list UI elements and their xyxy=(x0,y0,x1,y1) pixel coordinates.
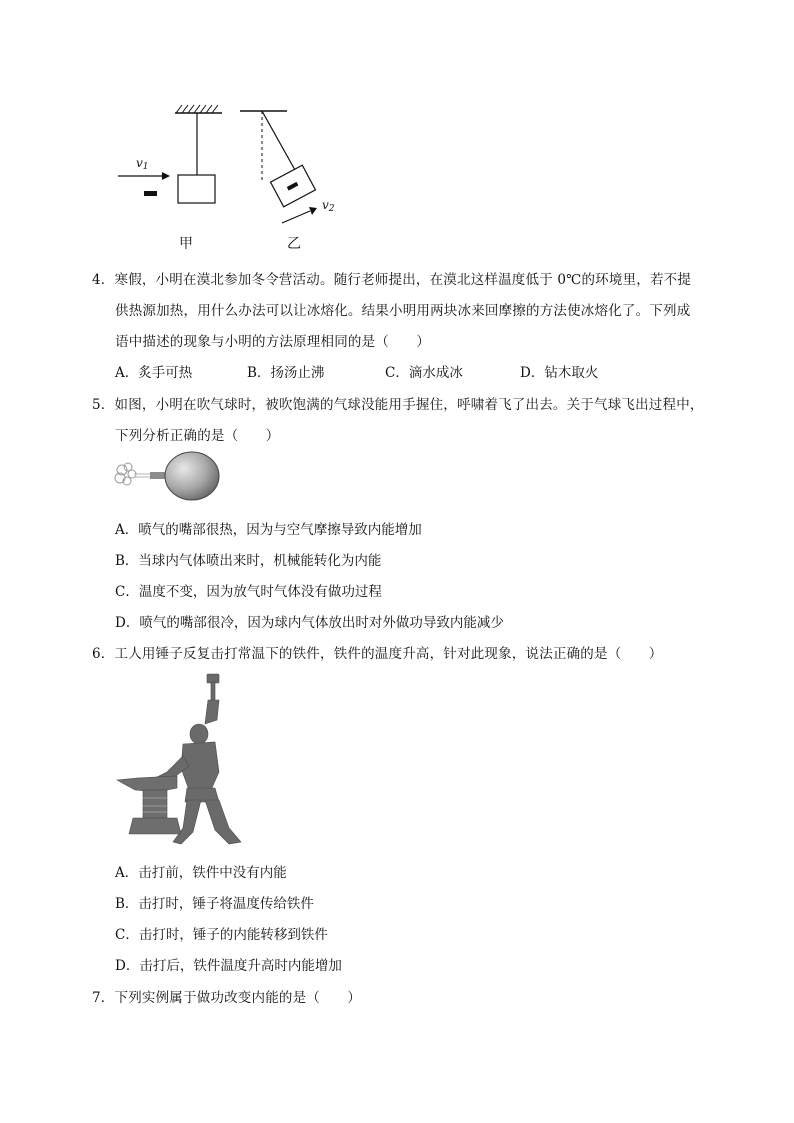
air-puff-icon xyxy=(115,463,136,485)
q4-line2: 供热源加热，用什么办法可以让冰熔化。结果小明用两块冰来回摩擦的方法使冰熔化了。下列成 xyxy=(115,303,691,319)
v1-label: $v_1$ xyxy=(136,156,149,172)
q5-option-b[interactable]: B．当球内气体喷出来时，机械能转化为内能 xyxy=(115,553,382,569)
q5-number: 5． xyxy=(92,397,115,413)
q4-option-b[interactable]: B．扬汤止沸 xyxy=(247,365,325,381)
q5-line2: 下列分析正确的是（ ） xyxy=(115,428,280,444)
q5-option-c[interactable]: C．温度不变，因为放气时气体没有做功过程 xyxy=(115,584,382,600)
balloon-body xyxy=(165,452,219,500)
v2-arrow xyxy=(282,211,310,223)
anvil-icon xyxy=(117,776,181,834)
q6-option-a[interactable]: A．击打前，铁件中没有内能 xyxy=(115,865,287,881)
q4-line3: 语中描述的现象与小明的方法原理相同的是（ ） xyxy=(115,334,431,350)
blacksmith-figure xyxy=(115,672,255,852)
figure-label-yi: 乙 xyxy=(287,236,301,252)
q6-option-b[interactable]: B．击打时，锤子将温度传给铁件 xyxy=(115,896,314,912)
q6-option-d[interactable]: D．击打后，铁件温度升高时内能增加 xyxy=(115,958,342,974)
pendulum-figure xyxy=(110,100,350,260)
q6-option-c[interactable]: C．击打时，锤子的内能转移到铁件 xyxy=(115,927,328,943)
figure-label-jia: 甲 xyxy=(179,236,193,252)
string-yi xyxy=(262,111,295,170)
q7-number: 7． xyxy=(92,990,115,1006)
ceiling-hatch-jia xyxy=(175,105,222,113)
q5-option-a[interactable]: A．喷气的嘴部很热，因为与空气摩擦导致内能增加 xyxy=(115,522,422,538)
block-jia xyxy=(178,175,215,203)
q6-number: 6． xyxy=(92,646,115,662)
v1-arrowhead xyxy=(162,172,170,180)
q7-line1: 7．下列实例属于做功改变内能的是（ ） xyxy=(92,990,362,1006)
q6-line1: 6．工人用锤子反复击打常温下的铁件，铁件的温度升高，针对此现象，说法正确的是（ ） xyxy=(92,646,663,662)
q4-number: 4． xyxy=(92,272,115,288)
block-yi xyxy=(271,165,316,207)
v2-arrowhead xyxy=(309,207,317,215)
q4-line1: 4．寒假，小明在漠北参加冬令营活动。随行老师提出，在漠北这样温度低于 0℃的环境里，若不提 xyxy=(92,272,692,288)
q5-line1: 5．如图，小明在吹气球时，被吹饱满的气球没能用手握住，呼啸着飞了出去。关于气球飞出过程中， xyxy=(92,397,704,413)
q4-option-d[interactable]: D．钻木取火 xyxy=(520,365,599,381)
q4-option-c[interactable]: C．滴水成冰 xyxy=(385,365,463,381)
q4-option-a[interactable]: A．炙手可热 xyxy=(115,365,193,381)
q5-option-d[interactable]: D．喷气的嘴部很冷，因为球内气体放出时对外做功导致内能减少 xyxy=(115,615,504,631)
v2-label: $v_2$ xyxy=(322,198,335,214)
balloon-figure xyxy=(112,450,227,505)
bullet-jia xyxy=(144,191,157,196)
hammer-icon xyxy=(207,674,219,683)
